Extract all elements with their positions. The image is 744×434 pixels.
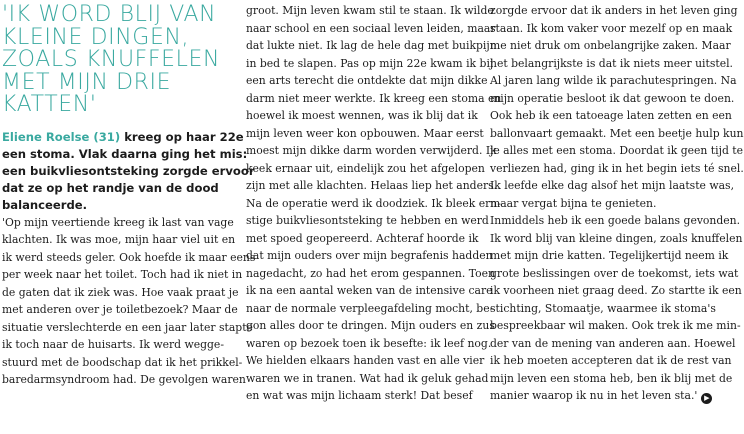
body-text-line: ballonvaart gemaakt. Met een beetje hulp kun [490,126,744,140]
body-text-line: ik heb moeten accepteren dat ik de rest van [490,354,732,367]
body-text-line: situatie verslechterde en een jaar later stapte [2,320,253,334]
body-text-line: baredarmsyndroom had. De gevolgen waren [2,373,246,386]
body-text-line: de gaten dat ik ziek was. Hoe vaak praat je [2,285,239,299]
body-text-line: per week naar het toilet. Toch had ik niet in [2,268,243,281]
article-column-3 [490,0,744,405]
headline-line: 'IK WORD BLIJ VAN [2,2,217,27]
body-text-line: stichting, Stomaatje, waarmee ik stoma's [490,301,716,315]
body-text-line: in bed te slapen. Pas op mijn 22e kwam ik bij [246,56,494,70]
body-text-line: klachten. Ik was moe, mijn haar viel uit en [2,233,236,246]
body-text-line: me niet druk om onbelangrijke zaken. Maar [490,39,731,52]
body-text-line: gon alles door te dringen. Mijn ouders en zus [246,319,495,332]
body-text-line: met anderen over je toiletbezoek? Maar de [2,303,238,316]
body-text-line: maar vergat bijna te genieten. [490,196,657,210]
body-text-line: Ik leefde elke dag alsof het mijn laatste was, [490,179,735,192]
body-text-line: zijn met alle klachten. Helaas liep het anders. [246,179,498,192]
body-text-line: hoewel ik moest wennen, was ik blij dat ik [246,109,478,122]
article-column-1 [0,0,256,389]
headline-line: KATTEN' [2,92,97,117]
body-text-line: het belangrijkste is dat ik niets meer uitstel. [490,56,733,70]
headline-line: MET MIJN DRIE [2,69,172,95]
body-text-line: der van de mening van anderen aan. Hoewel [490,336,736,350]
body-text-line: Al jaren lang wilde ik parachutespringen. Na [490,74,737,87]
intro-line [2,129,244,146]
body-text-line: waren we in tranen. Wat had ik geluk gehad [246,371,489,385]
body-text-line: ik voorheen niet graag deed. Zo startte ik een [490,284,742,297]
body-text-line: Inmiddels heb ik een goede balans gevonden. [490,214,741,227]
body-text-line: ik toch naar de huisarts. Ik werd wegge- [2,338,224,351]
body-text-line: Ook heb ik een tatoeage laten zetten en een [490,109,732,122]
body-text-line: mijn operatie besloot ik dat gewoon te doen. [490,91,735,105]
intro-text: kreeg op haar 22e [120,129,244,144]
intro-line: balanceerde. [2,197,88,212]
headline-line: ZOALS KNUFFELEN [2,47,221,72]
article-column-2 [246,0,502,405]
body-text-line: moest mijn dikke darm worden verwijderd. Ik [246,144,497,157]
body-text-line: ik werd steeds geler. Ook hoefde ik maar eens [2,250,256,264]
body-text-line: mijn leven weer kon opbouwen. Maar eerst [246,126,484,140]
body-text-line: dat lukte niet. Ik lag de hele dag met buikpijn [246,39,497,52]
body-text-line: bespreekbaar wil maken. Ook trek ik me min- [490,319,741,332]
column-1-body [0,214,256,389]
body-text-line: Na de operatie werd ik doodziek. Ik bleek ern- [246,196,501,210]
body-text-line: en wat was mijn lichaam sterk! Dat besef [246,389,473,402]
body-text-line: manier waarop ik nu in het leven sta.' ▶ [490,387,718,405]
body-text-line: zorgde ervoor dat ik anders in het leven ging [490,4,738,17]
body-text-line: Ik word blij van kleine dingen, zoals knuffelen [490,231,743,245]
article-headline [0,0,236,117]
body-text-line: 'Op mijn veertiende kreeg ik last van vage [2,215,234,229]
intro-line: een buikvliesontsteking zorgde ervoor [2,163,255,178]
body-text-line: nagedacht, zo had het erom gespannen. Toen [246,266,495,280]
body-text-line: een arts terecht die ontdekte dat mijn dikke [246,74,488,87]
column-3-body [490,0,744,405]
body-text-line: mijn leven een stoma heb, ben ik blij met de [490,371,733,385]
body-text-line: naar de normale verpleegafdeling mocht, be- [246,301,494,315]
body-text-line: waren op bezoek toen ik besefte: ik leef nog. [246,336,492,350]
body-text-line: We hielden elkaars handen vast en alle vier [246,354,485,367]
headline-line: KLEINE DINGEN, [2,24,190,50]
body-text-line: met mijn drie katten. Tegelijkertijd neem ik [490,249,729,262]
body-text-line: verliezen had, ging ik in het begin iets té snel. [490,161,744,175]
body-text-line: stuurd met de boodschap dat ik het prikkel- [2,355,243,369]
end-of-article-icon: ▶ [701,393,712,404]
body-text-line: groot. Mijn leven kwam stil te staan. Ik wilde [246,4,494,17]
column-2-body [246,0,502,405]
intro-line: een stoma. Vlak daarna ging het mis: [2,146,248,161]
body-text-line: dat mijn ouders over mijn begrafenis hadden [246,249,493,262]
subject-name: Eliene Roelse (31) [2,129,121,144]
body-text-line: ik na een aantal weken van de intensive care [246,284,493,297]
body-text-line: stige buikvliesontsteking te hebben en werd [246,214,489,227]
article-intro [0,129,255,214]
body-text-line: darm niet meer werkte. Ik kreeg een stoma en [246,91,502,105]
body-text-line: naar school en een sociaal leven leiden, maar [246,21,496,35]
body-text-line: met spoed geopereerd. Achteraf hoorde ik [246,231,479,245]
intro-line: dat ze op het randje van de dood [2,180,219,195]
body-text-line: keek ernaar uit, eindelijk zou het afgelopen [246,161,485,175]
body-text-line: staan. Ik kom vaker voor mezelf op en maak [490,21,733,35]
body-text-line: je alles met een stoma. Doordat ik geen tijd te [490,144,744,157]
body-text-line: grote beslissingen over de toekomst, iets wat [490,266,739,280]
